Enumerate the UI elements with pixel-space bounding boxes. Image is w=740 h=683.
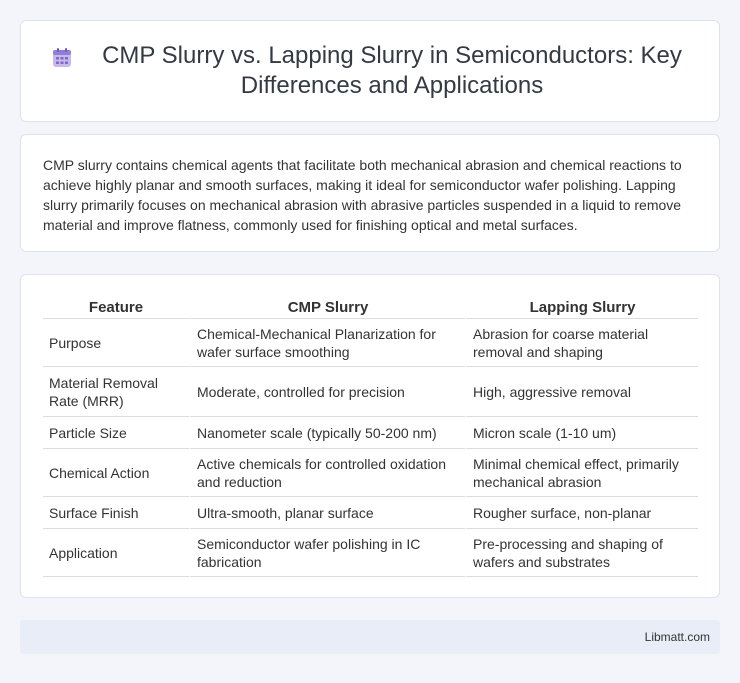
table-row [43, 367, 698, 417]
summary-text: CMP slurry contains chemical agents that facilitate both mechanical abrasion and chemical reactions to achieve highly planar and smooth surfaces, making it ideal for semiconductor wafer polishing. Lapping slurry primarily focuses on mechanical abrasion with abrasive particles suspended in a liquid to remove material and improve flatness, commonly used for finishing optical and metal surfaces. [43, 157, 682, 233]
calendar-icon [51, 47, 73, 69]
feature-cell: Purpose [43, 319, 189, 367]
cmp-cell: Moderate, controlled for precision [189, 367, 465, 417]
feature-cell: Chemical Action [43, 449, 189, 497]
lapping-cell: Minimal chemical effect, primarily mechanical abrasion [465, 449, 698, 497]
cmp-cell: Ultra-smooth, planar surface [189, 497, 465, 529]
header-feature: Feature [43, 293, 189, 319]
feature-cell: Material Removal Rate (MRR) [43, 367, 189, 417]
footer [20, 620, 720, 654]
table-header-row [43, 293, 698, 319]
feature-cell: Application [43, 529, 189, 577]
feature-cell: Surface Finish [43, 497, 189, 529]
table-row [43, 529, 698, 577]
page-title: CMP Slurry vs. Lapping Slurry in Semiconductors: Key Differences and Applications [102, 42, 682, 99]
cmp-cell: Active chemicals for controlled oxidation and reduction [189, 449, 465, 497]
table-row [43, 319, 698, 367]
lapping-cell: Micron scale (1-10 um) [465, 417, 698, 449]
lapping-cell: Abrasion for coarse material removal and shaping [465, 319, 698, 367]
summary-card [20, 134, 720, 252]
table-row [43, 417, 698, 449]
header-lapping-slurry: Lapping Slurry [465, 293, 698, 319]
title-wrap [21, 21, 719, 121]
feature-cell: Particle Size [43, 417, 189, 449]
cmp-cell: Nanometer scale (typically 50-200 nm) [189, 417, 465, 449]
comparison-card [20, 274, 720, 598]
title-card [20, 20, 720, 122]
lapping-cell: High, aggressive removal [465, 367, 698, 417]
lapping-cell: Pre-processing and shaping of wafers and substrates [465, 529, 698, 577]
cmp-cell: Semiconductor wafer polishing in IC fabrication [189, 529, 465, 577]
footer-brand: Libmatt.com [644, 630, 710, 644]
header-cmp-slurry: CMP Slurry [189, 293, 465, 319]
lapping-cell: Rougher surface, non-planar [465, 497, 698, 529]
cmp-cell: Chemical-Mechanical Planarization for wafer surface smoothing [189, 319, 465, 367]
comparison-table [43, 293, 698, 577]
table-row [43, 497, 698, 529]
table-row [43, 449, 698, 497]
